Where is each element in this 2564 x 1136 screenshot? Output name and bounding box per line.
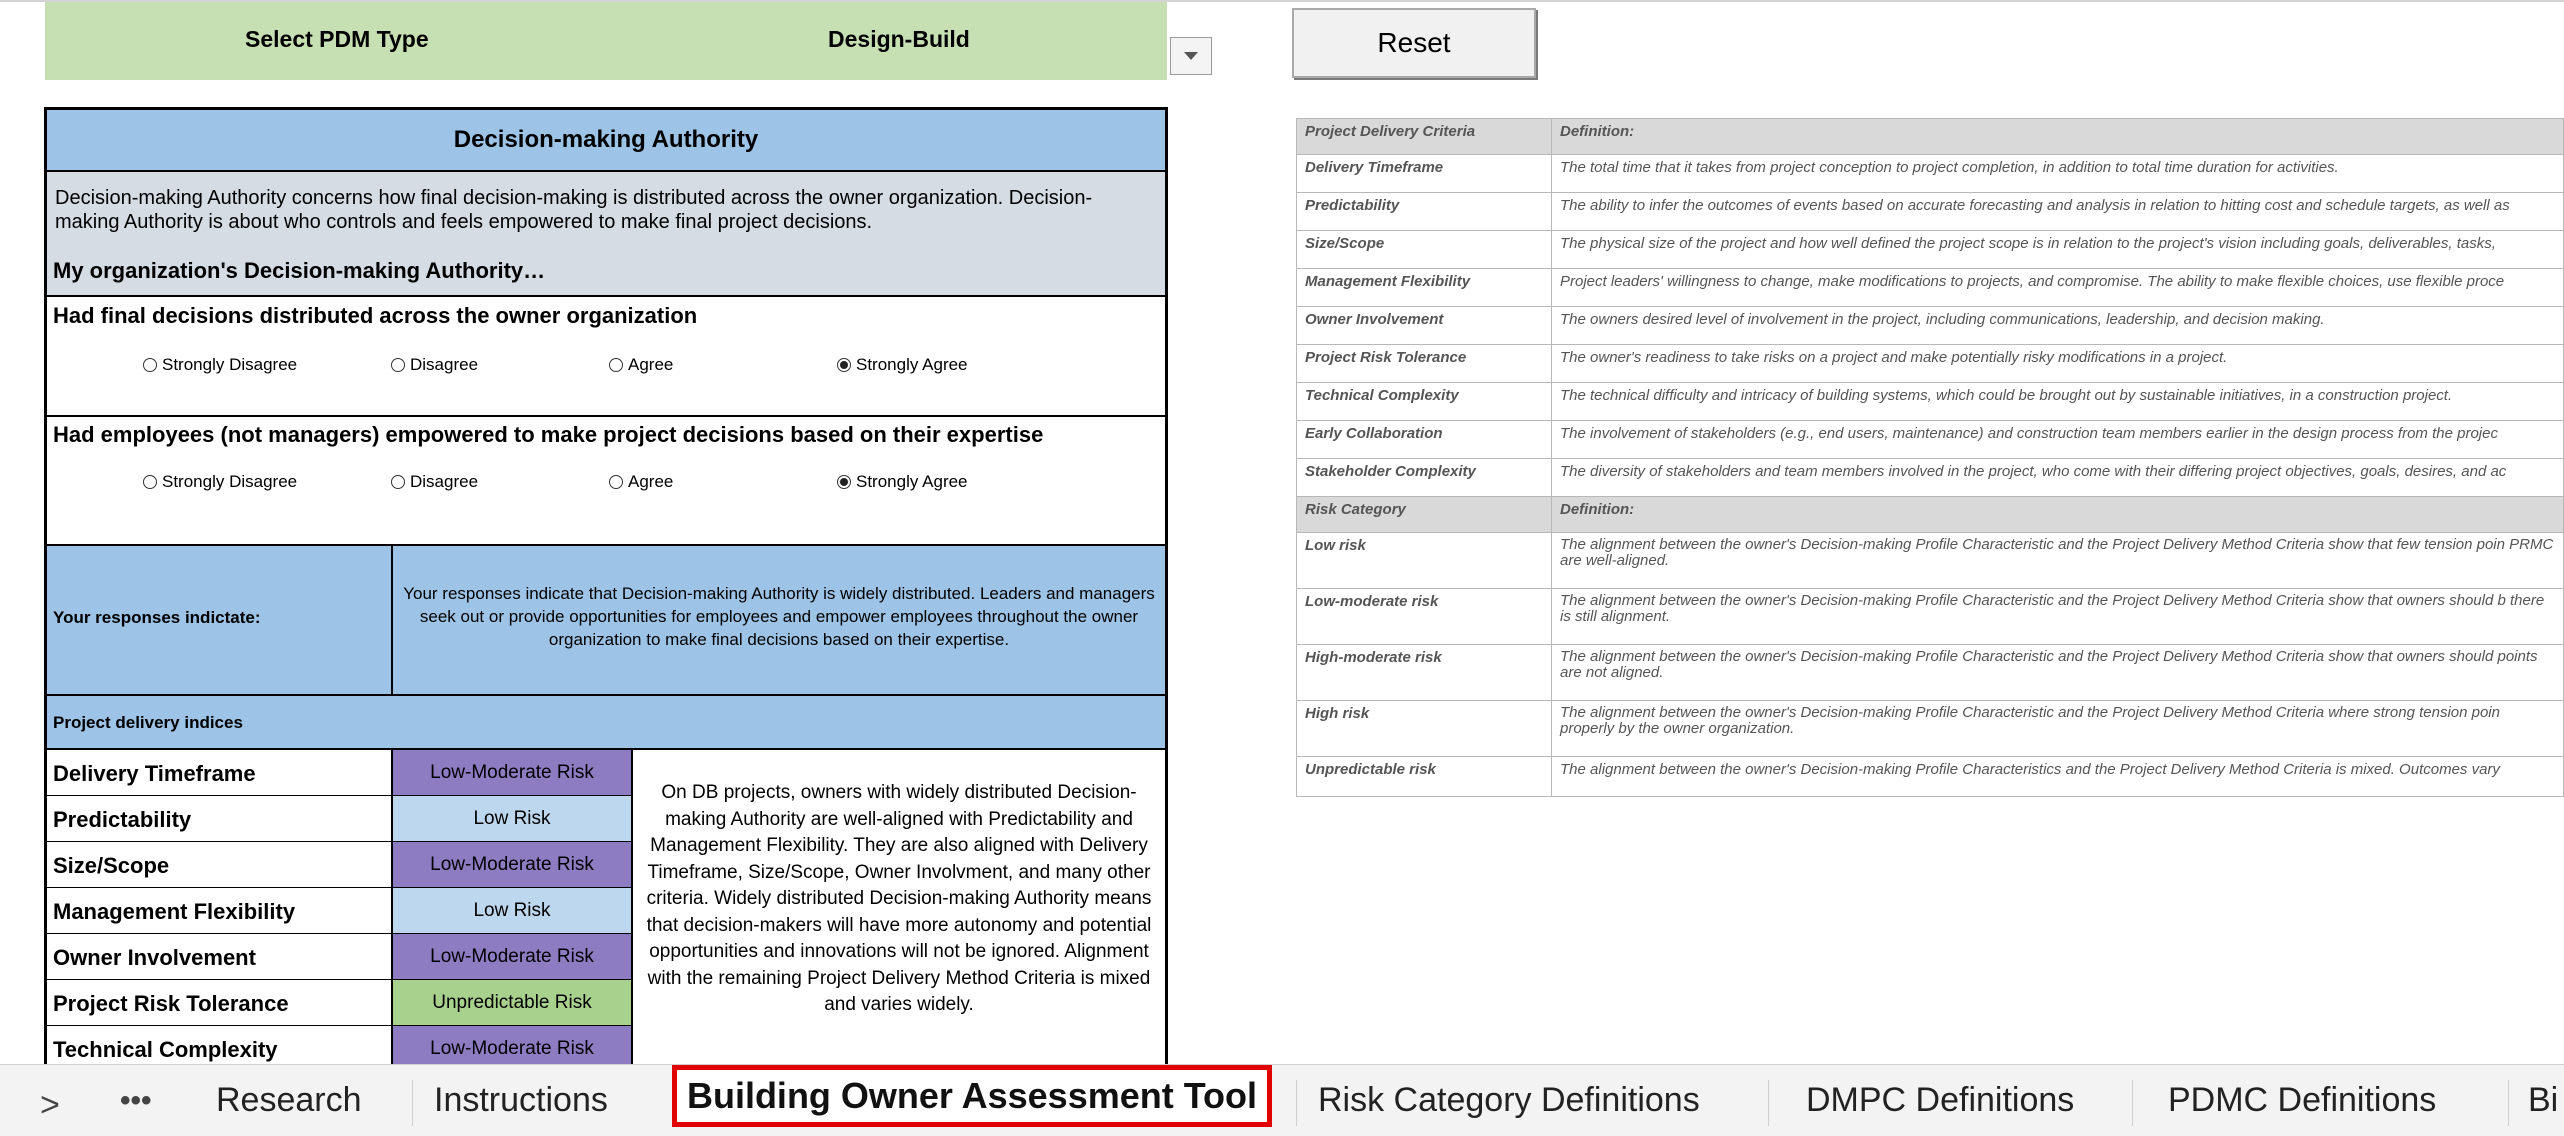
definition-term: Technical Complexity bbox=[1297, 383, 1552, 421]
index-row bbox=[47, 750, 633, 796]
tab-separator bbox=[1768, 1080, 1769, 1126]
definition-term: Early Collaboration bbox=[1297, 421, 1552, 459]
radio-label: Strongly Agree bbox=[856, 472, 968, 491]
definitions-row bbox=[1297, 307, 2564, 345]
definition-text: The alignment between the owner's Decision-making Profile Characteristic and the Project Delivery Method Criteria show that few tension poin PRMC are well-aligned. bbox=[1552, 533, 2564, 589]
section-subheading: My organization's Decision-making Authority… bbox=[53, 258, 546, 283]
sheet-tab-active[interactable]: Building Owner Assessment Tool bbox=[672, 1065, 1272, 1127]
pdm-type-bar bbox=[45, 2, 1167, 80]
sheet-tab[interactable]: Instructions bbox=[434, 1080, 608, 1119]
radio-button-icon[interactable] bbox=[609, 358, 623, 372]
definition-term: Size/Scope bbox=[1297, 231, 1552, 269]
indices-header bbox=[47, 696, 1165, 750]
radio-option[interactable] bbox=[143, 472, 297, 492]
responses-row bbox=[47, 546, 1165, 696]
radio-option[interactable] bbox=[609, 472, 673, 492]
definitions-row bbox=[1297, 345, 2564, 383]
definitions-row bbox=[1297, 701, 2564, 757]
definition-term: Project Risk Tolerance bbox=[1297, 345, 1552, 383]
definitions-row bbox=[1297, 421, 2564, 459]
divider bbox=[391, 546, 393, 696]
index-name: Project Risk Tolerance bbox=[53, 991, 289, 1016]
sheet-tab[interactable]: Research bbox=[216, 1080, 362, 1119]
question-1 bbox=[47, 299, 1165, 417]
definition-term: Owner Involvement bbox=[1297, 307, 1552, 345]
index-row bbox=[47, 980, 633, 1026]
definition-text: The diversity of stakeholders and team members involved in the project, who come with their differing project objectives, goals, desires, and ac bbox=[1552, 459, 2564, 497]
definition-text: The alignment between the owner's Decision-making Profile Characteristics and the Project Delivery Method Criteria is mixed. Outcomes vary bbox=[1552, 757, 2564, 797]
index-risk-level: Low-Moderate Risk bbox=[391, 750, 633, 795]
index-row bbox=[47, 842, 633, 888]
index-name: Management Flexibility bbox=[53, 899, 296, 924]
radio-label: Agree bbox=[628, 355, 674, 374]
reset-button[interactable]: Reset bbox=[1292, 8, 1536, 78]
definition-term: High-moderate risk bbox=[1297, 645, 1552, 701]
definition-text: The technical difficulty and intricacy of building systems, which could be brought out by sustainable initiatives, in a construction project. bbox=[1552, 383, 2564, 421]
index-row bbox=[47, 1026, 633, 1067]
question-2 bbox=[47, 417, 1165, 546]
pdm-type-dropdown-button[interactable] bbox=[1170, 37, 1212, 75]
definition-text: Definition: bbox=[1552, 119, 2564, 155]
definition-text: The alignment between the owner's Decision-making Profile Characteristic and the Project Delivery Method Criteria show that owners should b there is still alignment. bbox=[1552, 589, 2564, 645]
tab-separator bbox=[412, 1080, 413, 1126]
radio-label: Disagree bbox=[410, 355, 479, 374]
radio-option[interactable] bbox=[837, 472, 968, 492]
definition-term: Delivery Timeframe bbox=[1297, 155, 1552, 193]
index-name: Size/Scope bbox=[53, 853, 170, 878]
definition-text: The alignment between the owner's Decision-making Profile Characteristic and the Project Delivery Method Criteria show that owners should points are not aligned. bbox=[1552, 645, 2564, 701]
definition-text: The ability to infer the outcomes of events based on accurate forecasting and analysis in relation to hitting cost and schedule targets, as well as bbox=[1552, 193, 2564, 231]
indices-note: On DB projects, owners with widely distributed Decision-making Authority are well-aligned with Predictability and Management Flexibility. They are also aligned with Delivery Timeframe, Size/Scope, Owner Involvment, and many other criteria. Widely distributed Decision-making Authority means that decision-makers will have more autonomy and potential opportunities and innovations will not be ignored. Alignment with the remaining Project Delivery Method Criteria is mixed and varies widely. bbox=[646, 782, 1152, 1015]
index-risk-level: Low-Moderate Risk bbox=[391, 842, 633, 887]
definitions-row bbox=[1297, 533, 2564, 589]
radio-option[interactable] bbox=[391, 355, 478, 375]
definition-term: Management Flexibility bbox=[1297, 269, 1552, 307]
definition-term: High risk bbox=[1297, 701, 1552, 757]
definition-term: Project Delivery Criteria bbox=[1297, 119, 1552, 155]
definitions-row bbox=[1297, 231, 2564, 269]
definition-text: The involvement of stakeholders (e.g., end users, maintenance) and construction team members earlier in the design process from the projec bbox=[1552, 421, 2564, 459]
index-risk-level: Low Risk bbox=[391, 888, 633, 933]
radio-option[interactable] bbox=[609, 355, 673, 375]
section-description: Decision-making Authority concerns how final decision-making is distributed across the owner organization. Decision-making Authority is about who controls and feels empowered to make final project decisions. bbox=[55, 187, 1093, 233]
definition-text: The physical size of the project and how well defined the project scope is in relation to the project's vision including goals, deliverables, tasks, bbox=[1552, 231, 2564, 269]
index-row bbox=[47, 796, 633, 842]
definitions-row bbox=[1297, 155, 2564, 193]
radio-button-icon[interactable] bbox=[143, 475, 157, 489]
index-name: Delivery Timeframe bbox=[53, 761, 256, 786]
index-row bbox=[47, 934, 633, 980]
radio-button-icon[interactable] bbox=[837, 358, 851, 372]
radio-button-icon[interactable] bbox=[143, 358, 157, 372]
definition-term: Stakeholder Complexity bbox=[1297, 459, 1552, 497]
responses-text: Your responses indicate that Decision-making Authority is widely distributed. Leaders and managers seek out or provide opportunities for employees and empower employees throughout the owner organization to make final decisions based on their expertise. bbox=[403, 584, 1155, 649]
index-risk-level: Unpredictable Risk bbox=[391, 980, 633, 1025]
radio-label: Strongly Agree bbox=[856, 355, 968, 374]
radio-button-icon[interactable] bbox=[609, 475, 623, 489]
sheet-tab[interactable]: DMPC Definitions bbox=[1806, 1080, 2075, 1119]
radio-label: Strongly Disagree bbox=[162, 472, 298, 491]
definition-term: Low risk bbox=[1297, 533, 1552, 589]
tab-separator bbox=[2132, 1080, 2133, 1126]
definition-term: Risk Category bbox=[1297, 497, 1552, 533]
sheet-tab[interactable]: PDMC Definitions bbox=[2168, 1080, 2437, 1119]
index-risk-level: Low Risk bbox=[391, 796, 633, 841]
responses-label: Your responses indictate: bbox=[53, 608, 261, 627]
description-block bbox=[47, 172, 1165, 297]
question-text: Had final decisions distributed across the owner organization bbox=[53, 303, 698, 328]
radio-button-icon[interactable] bbox=[391, 358, 405, 372]
pdm-type-label: Select PDM Type bbox=[245, 26, 429, 52]
index-row bbox=[47, 888, 633, 934]
definitions-table bbox=[1296, 118, 2564, 797]
indices-area bbox=[47, 750, 1165, 1067]
definition-term: Low-moderate risk bbox=[1297, 589, 1552, 645]
radio-button-icon[interactable] bbox=[837, 475, 851, 489]
chevron-down-icon bbox=[1184, 52, 1198, 60]
definitions-header-row bbox=[1297, 497, 2564, 533]
sheet-tab[interactable]: Risk Category Definitions bbox=[1318, 1080, 1700, 1119]
tab-separator bbox=[2508, 1080, 2509, 1126]
definition-text: Project leaders' willingness to change, make modifications to projects, and compromise. The ability to make flexible choices, use flexible proce bbox=[1552, 269, 2564, 307]
index-risk-level: Low-Moderate Risk bbox=[391, 934, 633, 979]
sheet-tab[interactable]: Bi bbox=[2528, 1080, 2559, 1119]
definition-text: The alignment between the owner's Decision-making Profile Characteristic and the Project Delivery Method Criteria where strong tension poin properly by the owner organization. bbox=[1552, 701, 2564, 757]
definitions-row bbox=[1297, 269, 2564, 307]
radio-label: Disagree bbox=[410, 472, 479, 491]
definitions-row bbox=[1297, 645, 2564, 701]
definitions-row bbox=[1297, 193, 2564, 231]
more-sheets-icon[interactable]: ••• bbox=[120, 1084, 152, 1117]
radio-button-icon[interactable] bbox=[391, 475, 405, 489]
radio-option[interactable] bbox=[391, 472, 478, 492]
definition-term: Unpredictable risk bbox=[1297, 757, 1552, 797]
assessment-panel bbox=[44, 107, 1168, 1067]
radio-option[interactable] bbox=[143, 355, 297, 375]
radio-option[interactable] bbox=[837, 355, 968, 375]
pdm-type-value[interactable]: Design-Build bbox=[828, 26, 970, 52]
radio-label: Agree bbox=[628, 472, 674, 491]
definitions-row bbox=[1297, 383, 2564, 421]
index-name: Owner Involvement bbox=[53, 945, 256, 970]
index-name: Technical Complexity bbox=[53, 1037, 278, 1062]
tab-separator bbox=[1296, 1080, 1297, 1126]
definitions-header-row bbox=[1297, 119, 2564, 155]
section-title: Decision-making Authority bbox=[47, 110, 1165, 172]
index-name: Predictability bbox=[53, 807, 192, 832]
definition-text: Definition: bbox=[1552, 497, 2564, 533]
indices-label: Project delivery indices bbox=[53, 713, 243, 732]
definitions-row bbox=[1297, 459, 2564, 497]
definitions-row bbox=[1297, 589, 2564, 645]
definitions-row bbox=[1297, 757, 2564, 797]
next-sheet-icon[interactable]: > bbox=[40, 1086, 60, 1124]
definition-text: The total time that it takes from project conception to project completion, in addition to total time duration for activities. bbox=[1552, 155, 2564, 193]
question-text: Had employees (not managers) empowered to make project decisions based on their expertise bbox=[53, 422, 1044, 447]
definition-term: Predictability bbox=[1297, 193, 1552, 231]
definition-text: The owner's readiness to take risks on a project and make potentially risky modifications in a project. bbox=[1552, 345, 2564, 383]
index-risk-level: Low-Moderate Risk bbox=[391, 1026, 633, 1067]
radio-label: Strongly Disagree bbox=[162, 355, 298, 374]
definition-text: The owners desired level of involvement in the project, including communications, leadership, and decision making. bbox=[1552, 307, 2564, 345]
